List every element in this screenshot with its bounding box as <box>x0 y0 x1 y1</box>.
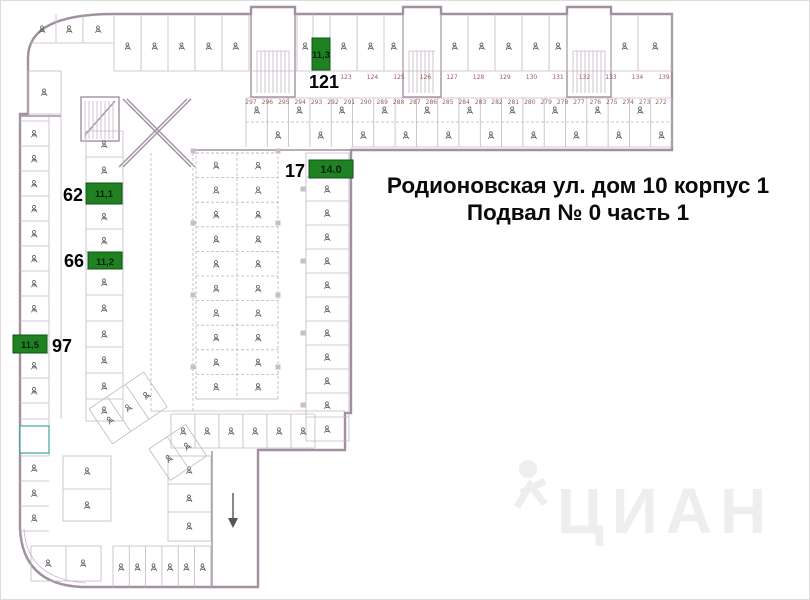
svg-text:133: 133 <box>605 74 617 81</box>
svg-text:279: 279 <box>540 99 552 106</box>
svg-text:293: 293 <box>310 99 323 106</box>
svg-text:288: 288 <box>392 99 405 106</box>
svg-text:127: 127 <box>446 74 458 81</box>
svg-text:139: 139 <box>658 74 670 81</box>
svg-text:123: 123 <box>340 74 352 81</box>
spot-area-66: 11,2 <box>96 257 114 268</box>
svg-text:276: 276 <box>589 99 602 106</box>
svg-text:278: 278 <box>556 99 569 106</box>
svg-text:129: 129 <box>499 74 511 81</box>
watermark-person-icon-body <box>517 481 545 507</box>
svg-text:291: 291 <box>343 99 356 106</box>
svg-text:285: 285 <box>442 99 454 106</box>
plan-title-line2: Подвал № 0 часть 1 <box>466 200 690 225</box>
svg-text:297: 297 <box>245 99 257 106</box>
spot-label-62: 62 <box>62 185 83 205</box>
svg-text:130: 130 <box>525 74 538 81</box>
svg-text:277: 277 <box>573 99 585 106</box>
svg-text:295: 295 <box>278 99 290 106</box>
svg-text:282: 282 <box>491 99 503 106</box>
svg-text:273: 273 <box>638 99 651 106</box>
teal-outlined-stall <box>20 426 49 453</box>
svg-text:283: 283 <box>474 99 487 106</box>
spot-label-97: 97 <box>52 336 73 356</box>
svg-text:294: 294 <box>294 99 306 106</box>
svg-text:281: 281 <box>507 99 520 106</box>
svg-text:290: 290 <box>360 99 372 106</box>
svg-text:289: 289 <box>376 99 388 106</box>
svg-text:292: 292 <box>327 99 339 106</box>
svg-text:128: 128 <box>472 74 485 81</box>
plan-title-line1: Родионовская ул. дом 10 корпус 1 <box>386 173 770 198</box>
svg-text:132: 132 <box>578 74 591 81</box>
spot-label-17: 17 <box>284 161 305 181</box>
svg-text:131: 131 <box>552 74 564 81</box>
spot-area-97: 11,5 <box>21 340 39 351</box>
spot-label-121: 121 <box>309 72 340 92</box>
svg-text:287: 287 <box>409 99 421 106</box>
svg-text:126: 126 <box>419 74 432 81</box>
cian-watermark <box>517 460 774 547</box>
spot-label-66: 66 <box>63 251 84 271</box>
spot-area-62: 11,1 <box>95 189 113 200</box>
spot-area-17: 14.0 <box>320 164 342 176</box>
svg-text:280: 280 <box>524 99 536 106</box>
spot-area-121: 11,3 <box>312 50 330 61</box>
svg-text:286: 286 <box>425 99 438 106</box>
floor-plan-image <box>1 1 810 600</box>
svg-text:272: 272 <box>655 99 667 106</box>
svg-text:134: 134 <box>631 74 644 81</box>
watermark-text: ЦИАН <box>557 475 775 547</box>
svg-text:296: 296 <box>261 99 274 106</box>
svg-text:275: 275 <box>606 99 618 106</box>
svg-text:125: 125 <box>393 74 405 81</box>
svg-text:274: 274 <box>622 99 634 106</box>
watermark-person-icon <box>519 460 537 478</box>
svg-text:284: 284 <box>458 99 470 106</box>
svg-text:124: 124 <box>366 74 379 81</box>
